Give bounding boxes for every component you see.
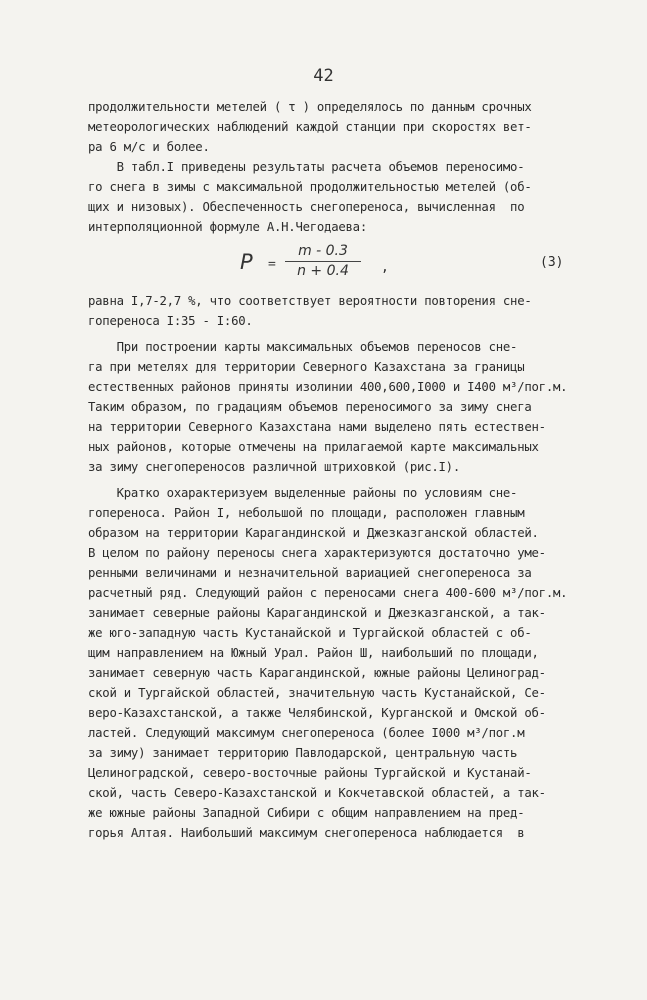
text-line: щим направлением на Южный Урал. Район Ш, наибольший по площади, [88,646,539,660]
text-line: занимает северную часть Карагандинской, южные районы Целиноград- [88,666,546,680]
text-line: образом на территории Карагандинской и Джезказганской областей. [88,526,539,540]
text-line: Целиноградской, северо-восточные районы Тургайской и Кустанай- [88,766,532,780]
page-number: 42 [313,66,334,86]
text-line: же юго-западную часть Кустанайской и Тургайской областей с об- [88,626,532,640]
formula-equals: = [268,257,276,272]
text-line: занимает северные районы Карагандинской и Джезказганской, а так- [88,606,546,620]
text-line: го снега в зимы с максимальной продолжительностью метелей (об- [88,180,532,194]
text-line: При построении карты максимальных объемов переносов сне- [88,340,518,354]
text-line: расчетный ряд. Следующий район с переносами снега 400-600 м³/пог.м. [88,586,568,600]
text-line: горья Алтая. Наибольший максимум снегопереноса наблюдается в [88,826,525,840]
formula-lhs: P [240,250,253,274]
text-line: продолжительности метелей ( τ ) определялось по данным срочных [88,100,532,114]
formula-denominator: n + 0.4 [297,263,349,279]
fraction-bar [285,261,361,262]
text-line: В табл.I приведены результаты расчета объемов переносимо- [88,160,525,174]
text-line: щих и низовых). Обеспеченность снегопереноса, вычисленная по [88,200,525,214]
text-line: ской, часть Северо-Казахстанской и Кокчетавской областей, а так- [88,786,546,800]
formula-fraction [285,243,361,279]
text-line: ра 6 м/с и более. [88,140,210,154]
text-line: веро-Казахстанской, а также Челябинской, Курганской и Омской об- [88,706,546,720]
text-line: Таким образом, по градациям объемов переносимого за зиму снега [88,400,532,414]
text-line: интерполяционной формуле А.Н.Чегодаева: [88,220,367,234]
text-line: ской и Тургайской областей, значительную часть Кустанайской, Се- [88,686,546,700]
text-line: В целом по району переносы снега характеризуются достаточно уме- [88,546,546,560]
text-line: га при метелях для территории Северного Казахстана за границы [88,360,525,374]
text-line: метеорологических наблюдений каждой станции при скоростях вет- [88,120,532,134]
text-line: на территории Северного Казахстана нами выделено пять естествен- [88,420,546,434]
text-line: ластей. Следующий максимум снегопереноса (более I000 м³/пог.м [88,726,525,740]
text-line: за зиму снегопереносов различной штриховкой (рис.I). [88,460,460,474]
text-line: гопереноса. Район I, небольшой по площади, расположен главным [88,506,525,520]
text-line: же южные районы Западной Сибири с общим направлением на пред- [88,806,525,820]
text-line: ренными величинами и незначительной вариацией снегопереноса за [88,566,532,580]
text-line: ных районов, которые отмечены на прилагаемой карте максимальных [88,440,539,454]
text-line: естественных районов приняты изолинии 400,600,I000 и I400 м³/пог.м. [88,380,568,394]
text-line: Кратко охарактеризуем выделенные районы по условиям сне- [88,486,518,500]
formula-number: (3) [540,255,564,270]
text-line: за зиму) занимает территорию Павлодарской, центральную часть [88,746,518,760]
text-line: гопереноса I:35 - I:60. [88,314,253,328]
formula-numerator: m - 0.3 [298,243,348,259]
text-line: равна I,7-2,7 %, что соответствует вероятности повторения сне- [88,294,532,308]
formula-comma: , [381,260,389,275]
